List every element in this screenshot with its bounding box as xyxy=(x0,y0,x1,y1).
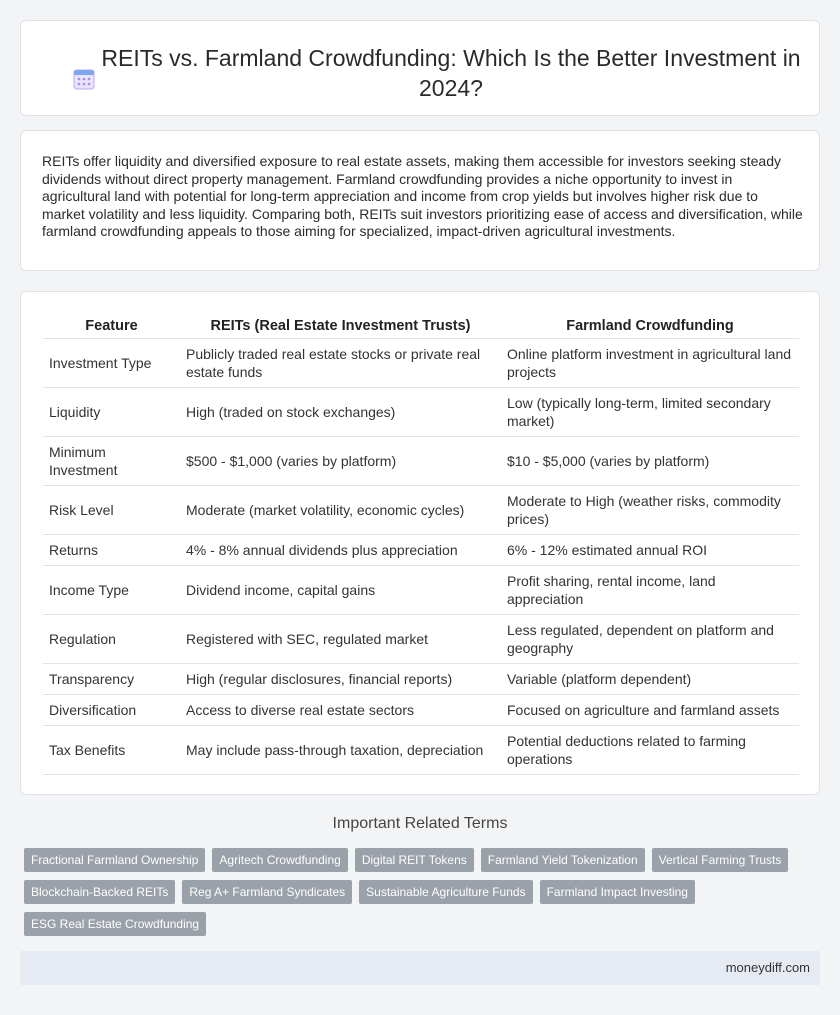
table-cell: Variable (platform dependent) xyxy=(501,663,799,694)
comparison-table xyxy=(43,314,799,775)
table-cell: Moderate (market volatility, economic cycles) xyxy=(180,485,501,534)
table-cell: Potential deductions related to farming operations xyxy=(501,725,799,774)
table-cell: $10 - $5,000 (varies by platform) xyxy=(501,436,799,485)
table-cell: Regulation xyxy=(43,614,180,663)
table-cell: Income Type xyxy=(43,565,180,614)
title-card xyxy=(20,20,820,116)
table-cell: Minimum Investment xyxy=(43,436,180,485)
table-cell: Investment Type xyxy=(43,338,180,387)
related-term-tag[interactable]: Reg A+ Farmland Syndicates xyxy=(182,880,352,904)
table-row xyxy=(43,436,799,485)
table-cell: Less regulated, dependent on platform and geography xyxy=(501,614,799,663)
table-row xyxy=(43,663,799,694)
table-cell: Access to diverse real estate sectors xyxy=(180,694,501,725)
table-row xyxy=(43,565,799,614)
table-cell: Profit sharing, rental income, land appreciation xyxy=(501,565,799,614)
table-cell: High (regular disclosures, financial reports) xyxy=(180,663,501,694)
related-term-tag[interactable]: Blockchain-Backed REITs xyxy=(24,880,175,904)
table-row xyxy=(43,614,799,663)
table-cell: High (traded on stock exchanges) xyxy=(180,387,501,436)
table-cell: Tax Benefits xyxy=(43,725,180,774)
table-header-row xyxy=(43,314,799,338)
related-term-tag[interactable]: Agritech Crowdfunding xyxy=(212,848,347,872)
comparison-table-card xyxy=(20,291,820,795)
table-cell: Liquidity xyxy=(43,387,180,436)
table-cell: $500 - $1,000 (varies by platform) xyxy=(180,436,501,485)
table-row xyxy=(43,534,799,565)
table-cell: Transparency xyxy=(43,663,180,694)
page-title: REITs vs. Farmland Crowdfunding: Which Is the Better Investment in 2024? xyxy=(101,45,801,101)
table-cell: May include pass-through taxation, depreciation xyxy=(180,725,501,774)
table-cell: Risk Level xyxy=(43,485,180,534)
table-row xyxy=(43,485,799,534)
table-cell: Registered with SEC, regulated market xyxy=(180,614,501,663)
related-terms-tags xyxy=(24,848,804,936)
table-cell: 4% - 8% annual dividends plus appreciation xyxy=(180,534,501,565)
table-cell: Publicly traded real estate stocks or private real estate funds xyxy=(180,338,501,387)
related-term-tag[interactable]: Farmland Yield Tokenization xyxy=(481,848,645,872)
table-cell: Low (typically long-term, limited secondary market) xyxy=(501,387,799,436)
table-cell: Diversification xyxy=(43,694,180,725)
related-term-tag[interactable]: Farmland Impact Investing xyxy=(540,880,695,904)
related-term-tag[interactable]: ESG Real Estate Crowdfunding xyxy=(24,912,206,936)
table-cell: 6% - 12% estimated annual ROI xyxy=(501,534,799,565)
table-row xyxy=(43,694,799,725)
summary-card xyxy=(20,130,820,271)
column-header: REITs (Real Estate Investment Trusts) xyxy=(180,314,501,338)
related-term-tag[interactable]: Digital REIT Tokens xyxy=(355,848,474,872)
summary-paragraph: REITs offer liquidity and diversified exposure to real estate assets, making them accessible for investors seeking steady dividends without direct property management. Farmland crowdfunding provides a niche opportunity to invest in agricultural land with potential for long-term appreciation and income from crop yields but involves higher risk due to market volatility and less liquidity. Comparing both, REITs suit investors prioritizing ease of access and diversification, while farmland crowdfunding appeals to those aiming for specialized, impact-driven agricultural investments. xyxy=(42,153,803,240)
table-row xyxy=(43,387,799,436)
related-term-tag[interactable]: Fractional Farmland Ownership xyxy=(24,848,205,872)
footer-site-link[interactable]: moneydiff.com xyxy=(725,960,810,975)
table-cell: Moderate to High (weather risks, commodity prices) xyxy=(501,485,799,534)
table-cell: Dividend income, capital gains xyxy=(180,565,501,614)
table-row xyxy=(43,725,799,774)
related-term-tag[interactable]: Vertical Farming Trusts xyxy=(652,848,789,872)
table-cell: Returns xyxy=(43,534,180,565)
column-header: Feature xyxy=(43,314,180,338)
footer xyxy=(20,951,820,985)
table-cell: Focused on agriculture and farmland assets xyxy=(501,694,799,725)
related-terms-heading: Important Related Terms xyxy=(332,815,508,832)
table-row xyxy=(43,338,799,387)
column-header: Farmland Crowdfunding xyxy=(501,314,799,338)
related-term-tag[interactable]: Sustainable Agriculture Funds xyxy=(359,880,532,904)
table-cell: Online platform investment in agricultural land projects xyxy=(501,338,799,387)
